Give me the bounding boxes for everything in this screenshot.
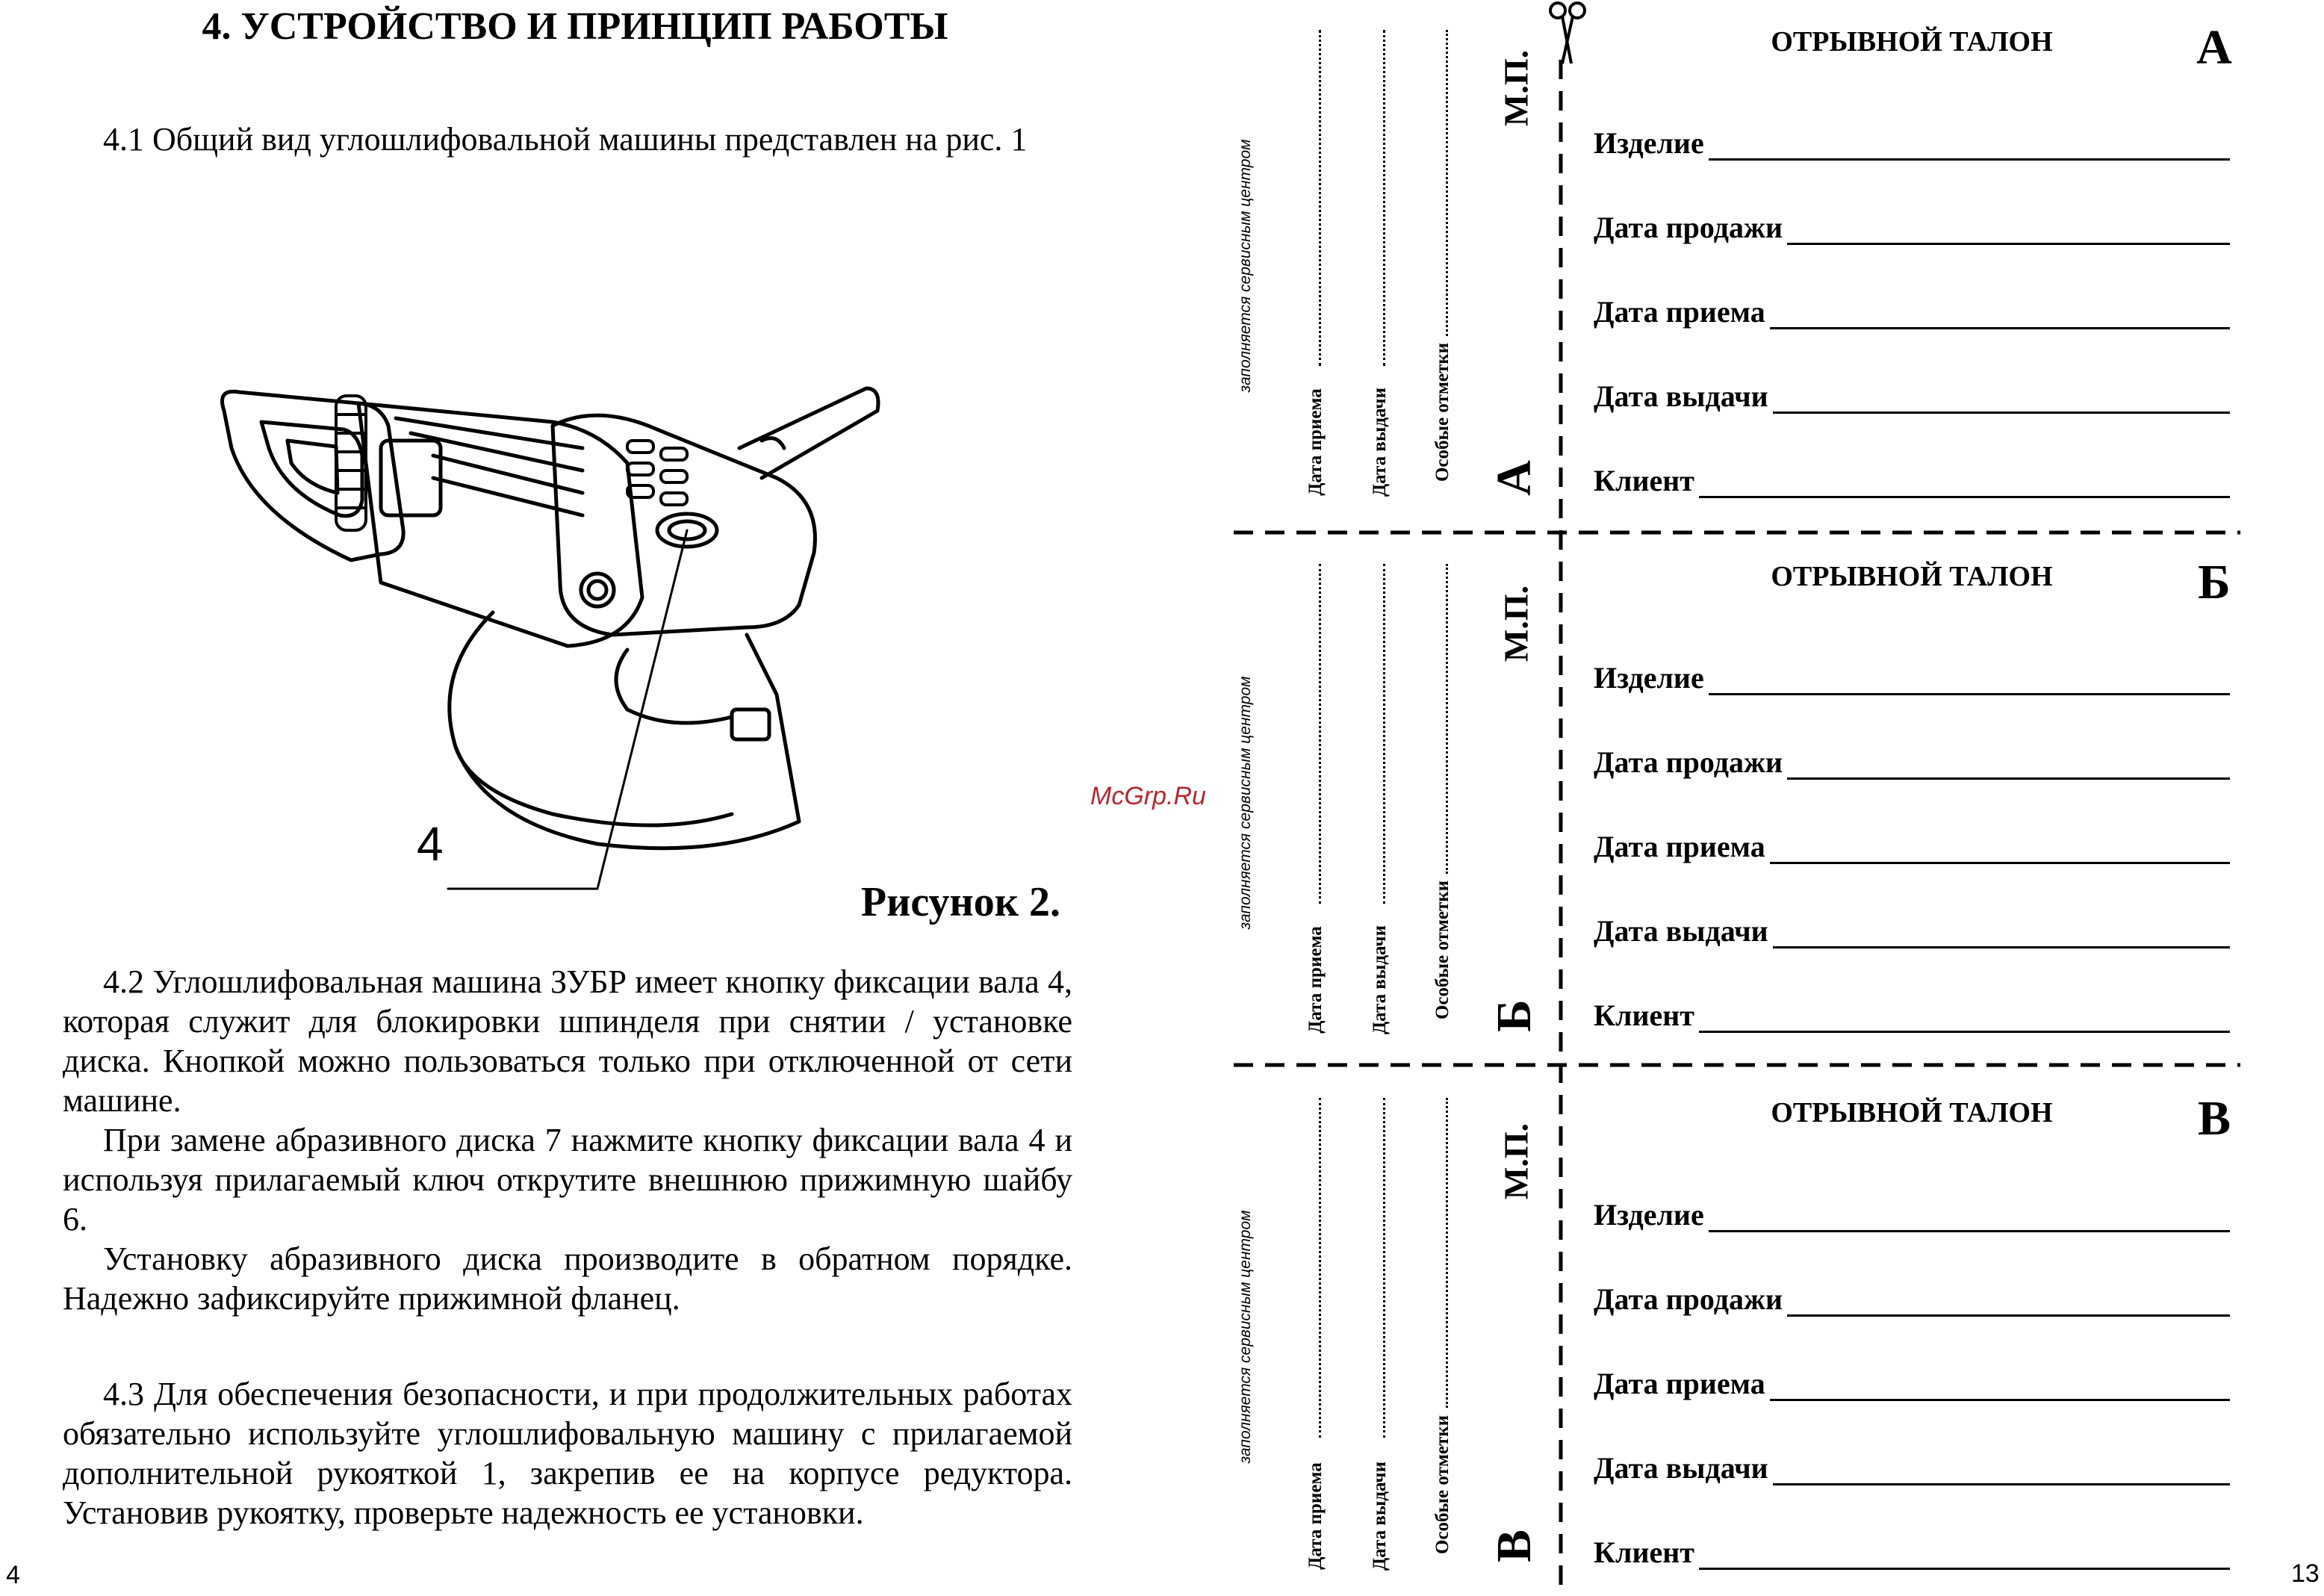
stub-letter: А <box>1487 460 1541 496</box>
field-product[interactable] <box>1594 125 2230 161</box>
stub-date-issued: Дата выдачи <box>1370 925 1390 1035</box>
stub-special-notes: Особые отметки <box>1432 880 1452 1020</box>
stub-letter: В <box>1487 1529 1541 1563</box>
field-label: Дата продажи <box>1594 211 1783 244</box>
stub-date-received: Дата приема <box>1305 1462 1326 1570</box>
ticket-letter: В <box>2197 1091 2231 1146</box>
field-label: Дата выдачи <box>1594 1451 1768 1485</box>
field-issue-date[interactable] <box>1594 379 2230 414</box>
field-label: Дата продажи <box>1594 745 1783 779</box>
section-heading: 4. УСТРОЙСТВО И ПРИНЦИП РАБОТЫ <box>202 5 948 48</box>
ticket-title: ОТРЫВНОЙ ТАЛОН <box>1771 1097 2053 1128</box>
stub-date-received: Дата приема <box>1305 926 1326 1034</box>
field-label: Изделие <box>1594 126 1704 160</box>
stub-letter: Б <box>1487 999 1541 1032</box>
field-client[interactable] <box>1594 463 2230 498</box>
field-receive-date[interactable] <box>1594 294 2230 329</box>
paragraph-4-2-text: 4.2 Углошлифовальная машина ЗУБР имеет кнопку фиксации вала 4, которая служит для блокировки шпинделя при снятии / установке диска. Кнопкой можно пользоваться только при отключенной от сети машине. <box>63 963 1072 1119</box>
stub-special-notes: Особые отметки <box>1432 1415 1452 1555</box>
stub-seal: М.П. <box>1497 1123 1535 1200</box>
field-label: Изделие <box>1594 1198 1704 1232</box>
field-label: Клиент <box>1594 1536 1694 1569</box>
field-receive-date[interactable] <box>1594 1366 2230 1401</box>
stub-note: заполняется сервисным центром <box>1237 1210 1254 1464</box>
field-receive-date[interactable] <box>1594 829 2230 864</box>
left-page-number: 4 <box>6 1561 20 1589</box>
field-label: Дата приема <box>1594 830 1765 863</box>
paragraph-lock-text: При замене абразивного диска 7 нажмите кнопку фиксации вала 4 и используя прилагаемый ключ открутите внешнюю прижимную шайбу 6. <box>63 1122 1072 1238</box>
right-page-number: 13 <box>2291 1559 2320 1588</box>
field-sale-date[interactable] <box>1594 210 2230 245</box>
paragraph-4-3-text: 4.3 Для обеспечения безопасности, и при продолжительных работах обязательно используйте углошлифовальную машину с прилагаемой дополнительной рукояткой 1, закрепив ее на корпусе редуктора. Установив рукоятку, проверьте надежность ее установки. <box>63 1376 1072 1531</box>
ticket-title: ОТРЫВНОЙ ТАЛОН <box>1771 26 2053 58</box>
figure-callout-number: 4 <box>417 817 444 871</box>
field-product[interactable] <box>1594 1197 2230 1232</box>
field-label: Клиент <box>1594 999 1694 1032</box>
field-issue-date[interactable] <box>1594 1450 2230 1485</box>
paragraph-install-text: Установку абразивного диска производите в обратном порядке. Надежно зафиксируйте прижимной фланец. <box>63 1241 1072 1317</box>
field-label: Клиент <box>1594 464 1694 497</box>
stub-date-issued: Дата выдачи <box>1370 387 1390 497</box>
figure-caption: Рисунок 2. <box>860 879 1060 925</box>
stub-date-received: Дата приема <box>1305 388 1326 496</box>
paragraph-4-1-text: 4.1 Общий вид углошлифовальной машины представлен на рис. 1 <box>103 121 1028 158</box>
field-label: Дата выдачи <box>1594 914 1768 948</box>
field-product[interactable] <box>1594 660 2230 695</box>
field-label: Дата приема <box>1594 1367 1765 1400</box>
stub-note: заполняется сервисным центром <box>1237 139 1254 393</box>
stub-note: заполняется сервисным центром <box>1237 676 1254 930</box>
stub-special-notes: Особые отметки <box>1432 342 1452 482</box>
ticket-letter: Б <box>2198 555 2231 609</box>
watermark: McGrp.Ru <box>1090 782 1206 810</box>
field-label: Дата приема <box>1594 295 1765 329</box>
field-issue-date[interactable] <box>1594 913 2230 948</box>
field-sale-date[interactable] <box>1594 1282 2230 1317</box>
stub-date-issued: Дата выдачи <box>1370 1461 1390 1571</box>
field-label: Дата выдачи <box>1594 379 1768 413</box>
field-sale-date[interactable] <box>1594 745 2230 780</box>
field-client[interactable] <box>1594 1535 2230 1570</box>
field-label: Изделие <box>1594 661 1704 695</box>
ticket-title: ОТРЫВНОЙ ТАЛОН <box>1771 561 2053 592</box>
field-label: Дата продажи <box>1594 1282 1783 1316</box>
ticket-letter: А <box>2196 20 2232 75</box>
scissors-icon <box>1546 0 1591 67</box>
stub-seal: М.П. <box>1497 585 1535 662</box>
stub-seal: М.П. <box>1497 49 1535 127</box>
field-client[interactable] <box>1594 998 2230 1033</box>
